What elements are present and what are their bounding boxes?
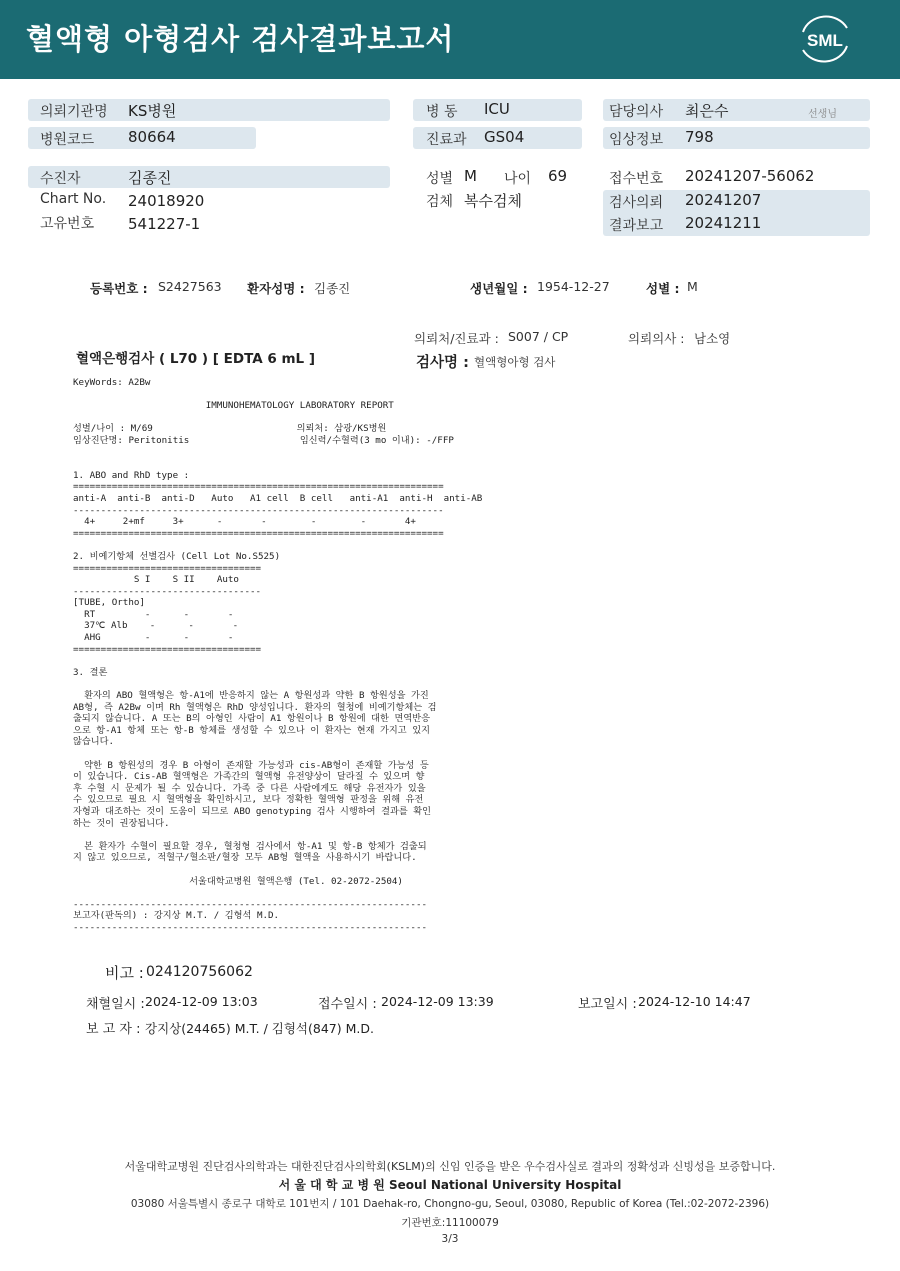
report-time-label: 보고일시 : [578,997,637,1012]
remark-value: 024120756062 [146,964,253,980]
footer-hospital-name: 서 울 대 학 교 병 원 Seoul National University Hospital [278,1178,622,1192]
report-body: KeyWords: A2Bw IMMUNOHEMATOLOGY LABORATORY REPORT 성별/나이 : M/69 의뢰처: 삼광/KS병원 임상진단명: Peritonitis 임신력/수혈력(3 mo 이내): -/FFP 1. ABO and RhD type : =================================================================== anti-A anti-B anti-D Auto A1 cell B cell anti-A1 anti-H anti-AB ------------------------------------------------------------------- 4+ 2+mf 3+ - - - - 4+ =================================================================== 2. 비예기항체 선별검사 (Cell Lot No.S525) ================================== S I S II Auto ---------------------------------- [TUBE, Ortho] RT - - - 37℃ Alb - - - AHG - - - ================================== 3. 결론 환자의 ABO 혈액형은 항-A1에 반응하지 않는 A 항원성과 약한 B 항원성을 가진 AB형, 즉 A2Bw 이며 Rh 혈액형은 RhD 양성입니다. 환자의 혈청에 비예기항체는 검 출되지 않습니다. A 또는 B의 아형인 사람이 A1 항원이나 B 항원에 대한 면역반응 으로 항-A1 항체 또는 항-B 항체를 생성할 수 있으나 이 환자는 현재 가지고 있지 않습니다. 약한 B 항원성의 경우 B 아형이 존재할 가능성과 cis-AB형이 존재할 가능성 등 이 있습니다. Cis-AB 혈액형은 가족간의 혈액형 유전양상이 달라질 수 있으며 향 후 수혈 시 문제가 될 수 있습니다. 가족 중 다른 사람에게도 해당 유전자가 있을 수 있으므로 필요 시 혈액형을 확인하시고, 보다 정확한 혈액형 판정을 위해 유전 자형과 대조하는 것이 도움이 되므로 ABO genotyping 검사 시행하여 결과를 확인 하는 것이 권장됩니다. 본 환자가 수혈이 필요할 경우, 혈청형 검사에서 항-A1 및 항-B 항체가 검출되 지 않고 있으므로, 적혈구/혈소판/혈장 모두 AB형 혈액을 사용하시기 바랍니다. 서울대학교병원 혈액은행 (Tel. 02-2072-2504) ---------------------------------------------------------------- 보고자(판독의) : 강지상 M.T. / 김형석 M.D. ---------------------------------------------------------------- [73,377,483,933]
request-value: 20241207 [685,191,762,209]
summary-sex-label: 성별 : [646,281,680,296]
test-name-value: 혈액형아형 검사 [474,355,556,369]
collect-label: 채혈일시 : [86,997,145,1012]
dept-label: 진료과 [426,132,467,148]
patient-value: 김종진 [128,169,172,187]
summary-sex-value: M [687,279,698,294]
sex-value: M [464,167,477,185]
hospital-code-label: 병원코드 [40,132,95,148]
page-number: 3/3 [441,1233,459,1245]
patient-name-value: 김종진 [314,281,351,296]
collect-value: 2024-12-09 13:03 [145,994,258,1009]
test-group: 혈액은행검사 ( L70 ) [ EDTA 6 mL ] [76,351,316,367]
patient-name-label: 환자성명 : [247,281,305,296]
patient-row-bg [28,166,390,188]
specimen-value: 복수검체 [464,192,522,210]
reg-label: 등록번호 : [90,281,148,296]
report-date-value: 20241211 [685,214,762,232]
dept-value: GS04 [484,128,525,146]
reception-value: 20241207-56062 [685,167,815,185]
reporter-label: 보 고 자 : [86,1022,141,1037]
clinical-value: 798 [685,128,714,146]
chart-label: Chart No. [40,191,107,207]
receive-label: 접수일시 : [318,997,377,1012]
reporter-value: 강지상(24465) M.T. / 김형석(847) M.D. [145,1021,374,1036]
ward-value: ICU [484,100,510,118]
reg-value: S2427563 [158,279,222,294]
hospital-value: KS병원 [128,102,177,120]
footer-address: 03080 서울특별시 종로구 대학로 101번지 / 101 Daehak-ro, Chongno-gu, Seoul, 03080, Republic of Korea (Tel.:02-2072-2396) [130,1198,770,1210]
logo-text: SML [807,31,843,50]
report-title: 혈액형 아형검사 검사결과보고서 [26,22,455,56]
hospital-label: 의뢰기관명 [40,104,108,120]
ward-label: 병 동 [426,104,458,120]
reception-label: 접수번호 [609,171,664,187]
specimen-label: 검체 [426,194,454,210]
age-label: 나이 [504,171,532,187]
requester-value: S007 / CP [508,329,569,344]
doctor-suffix: 선생님 [808,109,837,120]
receive-value: 2024-12-09 13:39 [381,994,494,1009]
report-time-value: 2024-12-10 14:47 [638,994,751,1009]
doctor-value: 최은수 [685,102,729,120]
doctor-label: 담당의사 [609,104,664,120]
sml-logo-icon [797,14,853,64]
birth-label: 생년월일 : [470,281,528,296]
birth-value: 1954-12-27 [537,279,610,294]
sex-label: 성별 [426,171,454,187]
test-name-label: 검사명 : [416,355,469,371]
age-value: 69 [548,167,568,185]
footer-certification: 서울대학교병원 진단검사의학과는 대한진단검사의학회(KSLM)의 신임 인증을 받은 우수검사실로 결과의 정확성과 신빙성을 보증합니다. [124,1160,776,1173]
requester-label: 의뢰처/진료과 : [414,331,499,346]
report-date-label: 결과보고 [609,218,664,234]
request-label: 검사의뢰 [609,195,664,211]
hospital-code-value: 80664 [128,128,176,146]
remark-label: 비고 : [105,964,144,982]
patient-label: 수진자 [40,171,81,187]
footer-institution-code: 기관번호:11100079 [401,1217,499,1229]
clinical-label: 임상정보 [609,132,664,148]
req-doctor-value: 남소영 [694,331,731,346]
req-doctor-label: 의뢰의사 : [628,331,685,346]
unique-value: 541227-1 [128,215,201,233]
unique-label: 고유번호 [40,216,95,232]
chart-value: 24018920 [128,192,205,210]
report-header [0,0,900,79]
